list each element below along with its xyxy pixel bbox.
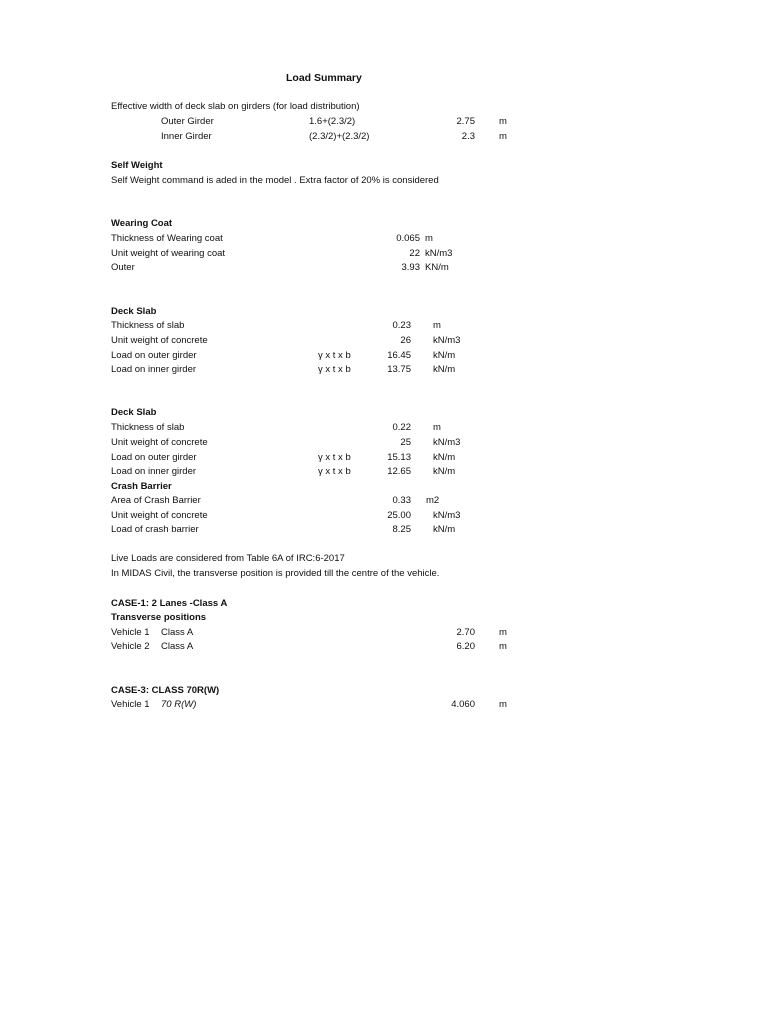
deck-slab-2-outer-value: 15.13 <box>387 452 411 463</box>
inner-girder-unit: m <box>499 131 507 142</box>
wearing-coat-unit-weight-label: Unit weight of wearing coat <box>111 248 226 259</box>
crash-barrier-unit-weight-label: Unit weight of concrete <box>111 510 208 521</box>
wearing-coat-heading: Wearing Coat <box>111 218 173 229</box>
case-3-vehicle-1-value: 4.060 <box>451 699 475 710</box>
crash-barrier-area-label: Area of Crash Barrier <box>111 495 201 506</box>
deck-slab-2-heading: Deck Slab <box>111 407 157 418</box>
deck-slab-2-outer-formula: γ x t x b <box>318 452 351 463</box>
deck-slab-1-thickness-label: Thickness of slab <box>111 320 185 331</box>
deck-slab-2-thickness-value: 0.22 <box>392 422 411 433</box>
deck-slab-1-inner-unit: kN/m <box>433 364 456 375</box>
deck-slab-1-outer-value: 16.45 <box>387 350 411 361</box>
wearing-coat-outer-unit: KN/m <box>425 262 449 273</box>
inner-girder-label: Inner Girder <box>161 131 212 142</box>
inner-girder-value: 2.3 <box>461 131 475 142</box>
deck-slab-2-inner-value: 12.65 <box>387 466 411 477</box>
crash-barrier-area-unit: m2 <box>426 495 440 506</box>
case-3-vehicle-1-label: Vehicle 1 <box>111 699 150 710</box>
case-1-heading: CASE-1: 2 Lanes -Class A <box>111 598 228 609</box>
deck-slab-1-outer-unit: kN/m <box>433 350 456 361</box>
deck-slab-1-thickness-value: 0.23 <box>392 320 411 331</box>
deck-slab-2-unit-weight-value: 25 <box>400 437 411 448</box>
case-1-vehicle-2-label: Vehicle 2 <box>111 641 150 652</box>
case-1-vehicle-1-label: Vehicle 1 <box>111 627 150 638</box>
deck-slab-2-inner-label: Load on inner girder <box>111 466 197 477</box>
wearing-coat-unit-weight-value: 22 <box>409 248 420 259</box>
deck-slab-1-heading: Deck Slab <box>111 306 157 317</box>
deck-slab-2-thickness-unit: m <box>433 422 441 433</box>
wearing-coat-outer-value: 3.93 <box>401 262 420 273</box>
effective-width-heading: Effective width of deck slab on girders (for load distribution) <box>111 101 360 112</box>
live-loads-line-1: Live Loads are considered from Table 6A of IRC:6-2017 <box>111 553 345 564</box>
case-3-vehicle-1-unit: m <box>499 699 507 710</box>
self-weight-text: Self Weight command is aded in the model . Extra factor of 20% is considered <box>111 175 439 186</box>
wearing-coat-outer-label: Outer <box>111 262 135 273</box>
deck-slab-2-inner-unit: kN/m <box>433 466 456 477</box>
deck-slab-1-outer-label: Load on outer girder <box>111 350 197 361</box>
crash-barrier-unit-weight-value: 25.00 <box>387 510 411 521</box>
crash-barrier-load-label: Load of crash barrier <box>111 524 199 535</box>
case-1-vehicle-2-value: 6.20 <box>456 641 475 652</box>
deck-slab-2-unit-weight-unit: kN/m3 <box>433 437 461 448</box>
deck-slab-1-unit-weight-unit: kN/m3 <box>433 335 461 346</box>
outer-girder-value: 2.75 <box>456 116 475 127</box>
case-1-vehicle-1-value: 2.70 <box>456 627 475 638</box>
case-1-vehicle-2-unit: m <box>499 641 507 652</box>
wearing-coat-thickness-value: 0.065 <box>396 233 420 244</box>
outer-girder-label: Outer Girder <box>161 116 214 127</box>
deck-slab-2-unit-weight-label: Unit weight of concrete <box>111 437 208 448</box>
deck-slab-1-outer-formula: γ x t x b <box>318 350 351 361</box>
outer-girder-formula: 1.6+(2.3/2) <box>309 116 356 127</box>
deck-slab-1-thickness-unit: m <box>433 320 441 331</box>
deck-slab-2-inner-formula: γ x t x b <box>318 466 351 477</box>
deck-slab-1-unit-weight-value: 26 <box>400 335 411 346</box>
deck-slab-1-unit-weight-label: Unit weight of concrete <box>111 335 208 346</box>
deck-slab-1-inner-value: 13.75 <box>387 364 411 375</box>
crash-barrier-heading: Crash Barrier <box>111 481 172 492</box>
crash-barrier-load-value: 8.25 <box>392 524 411 535</box>
wearing-coat-thickness-label: Thickness of Wearing coat <box>111 233 223 244</box>
crash-barrier-load-unit: kN/m <box>433 524 456 535</box>
outer-girder-unit: m <box>499 116 507 127</box>
case-3-vehicle-1-class: 70 R(W) <box>161 699 197 710</box>
case-3-heading: CASE-3: CLASS 70R(W) <box>111 685 220 696</box>
page-title: Load Summary <box>286 72 362 84</box>
case-1-vehicle-2-class: Class A <box>161 641 194 652</box>
deck-slab-2-outer-label: Load on outer girder <box>111 452 197 463</box>
crash-barrier-unit-weight-unit: kN/m3 <box>433 510 461 521</box>
deck-slab-2-thickness-label: Thickness of slab <box>111 422 185 433</box>
wearing-coat-thickness-unit: m <box>425 233 433 244</box>
deck-slab-1-inner-label: Load on inner girder <box>111 364 197 375</box>
crash-barrier-area-value: 0.33 <box>392 495 411 506</box>
live-loads-line-2: In MIDAS Civil, the transverse position is provided till the centre of the vehicle. <box>111 568 440 579</box>
wearing-coat-unit-weight-unit: kN/m3 <box>425 248 453 259</box>
case-1-vehicle-1-unit: m <box>499 627 507 638</box>
self-weight-heading: Self Weight <box>111 160 163 171</box>
case-1-vehicle-1-class: Class A <box>161 627 194 638</box>
deck-slab-2-outer-unit: kN/m <box>433 452 456 463</box>
inner-girder-formula: (2.3/2)+(2.3/2) <box>309 131 370 142</box>
case-1-subheading: Transverse positions <box>111 612 207 623</box>
deck-slab-1-inner-formula: γ x t x b <box>318 364 351 375</box>
